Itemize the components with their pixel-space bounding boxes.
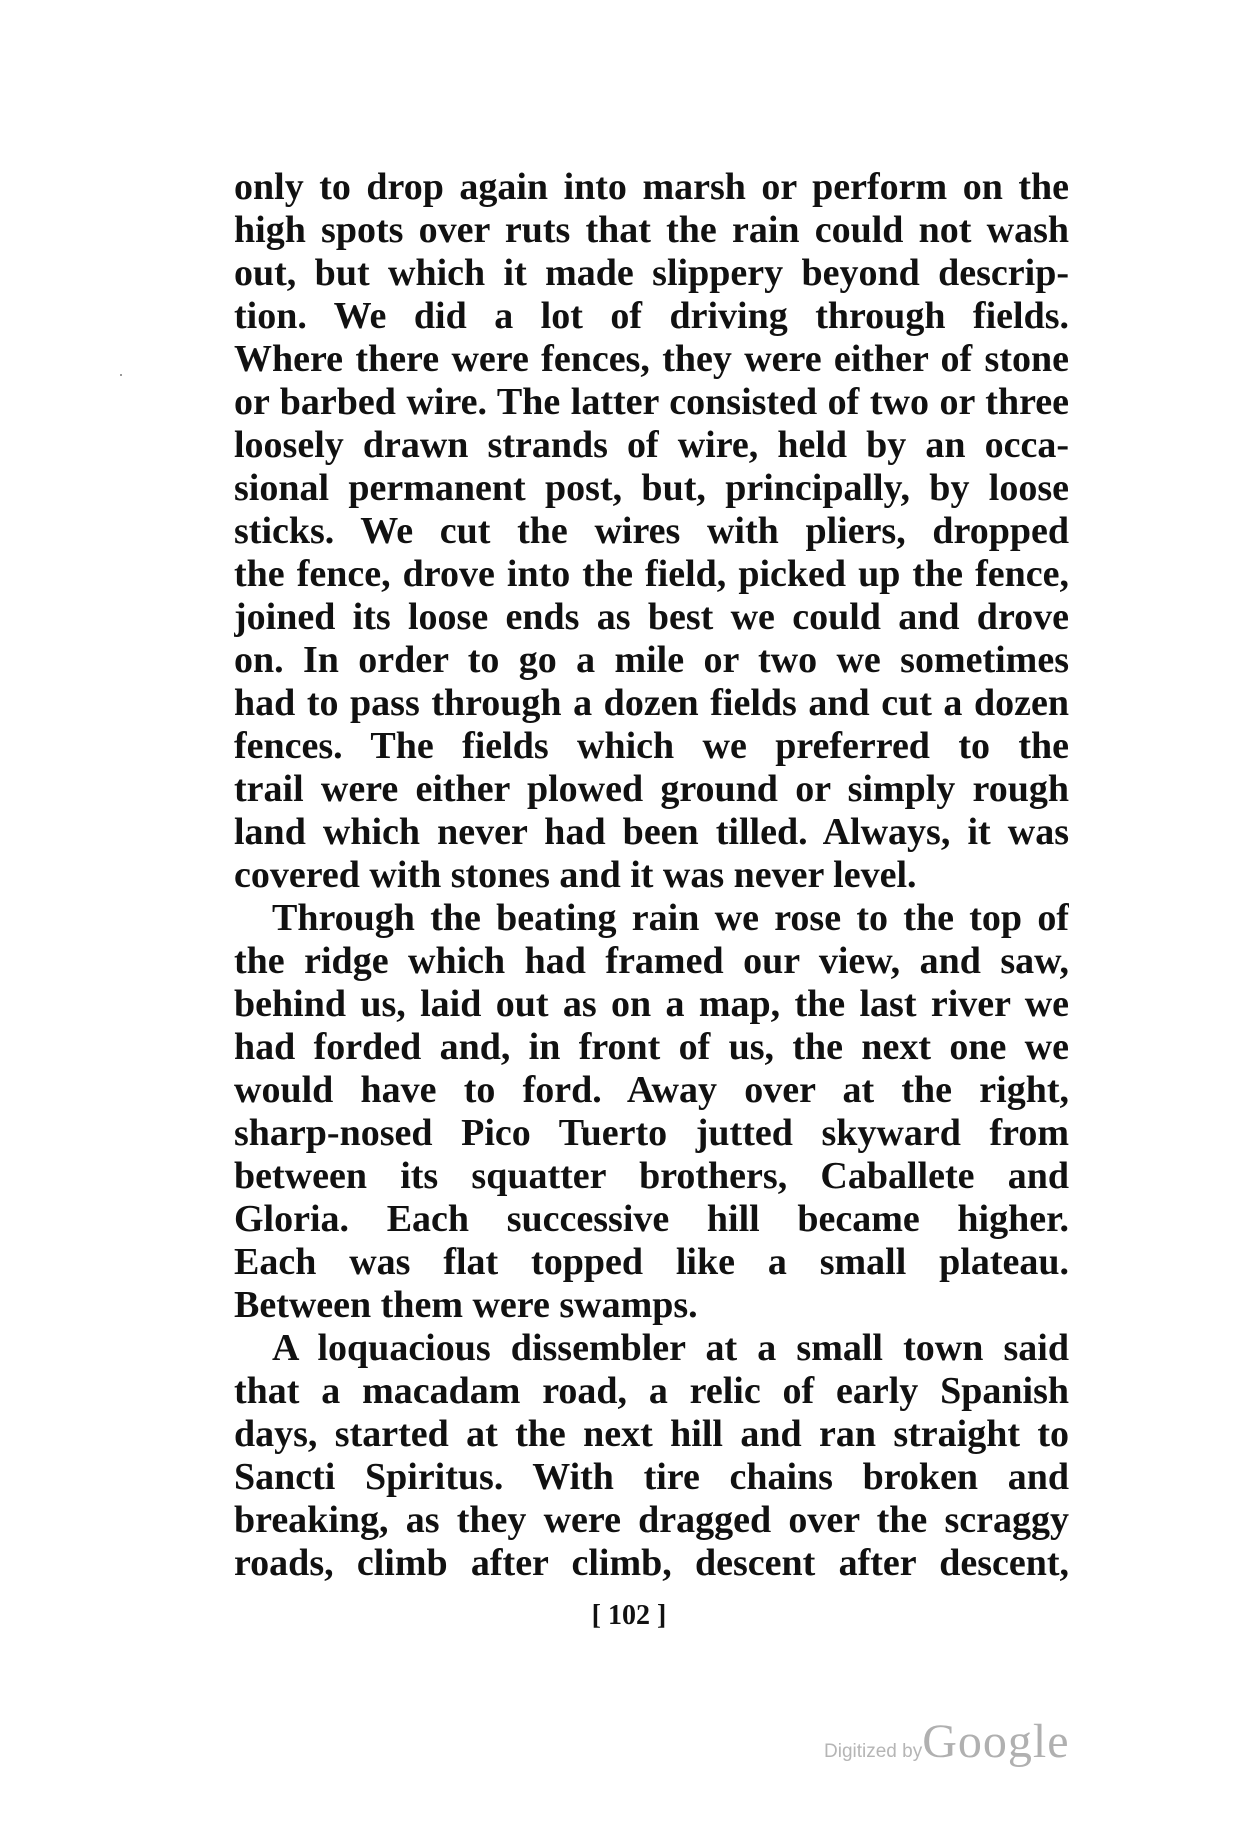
text-line: Where there were fences, they were either of stone bbox=[234, 338, 1069, 380]
google-logo: Google bbox=[922, 1715, 1070, 1768]
text-line: out, but which it made slippery beyond descrip- bbox=[234, 252, 1069, 294]
text-line: that a macadam road, a relic of early Spanish bbox=[234, 1370, 1069, 1412]
text-line: sticks. We cut the wires with pliers, dropped bbox=[234, 510, 1069, 552]
text-line: Through the beating rain we rose to the top of bbox=[272, 897, 1069, 939]
text-line: joined its loose ends as best we could and drove bbox=[234, 596, 1069, 638]
text-line: sional permanent post, but, principally, by loose bbox=[234, 467, 1069, 509]
text-line: between its squatter brothers, Caballete and bbox=[234, 1155, 1069, 1197]
text-line: Sancti Spiritus. With tire chains broken and bbox=[234, 1456, 1069, 1498]
paragraph bbox=[234, 1327, 1069, 1585]
text-line: sharp-nosed Pico Tuerto jutted skyward from bbox=[234, 1112, 1069, 1154]
text-line: days, started at the next hill and ran straight to bbox=[234, 1413, 1069, 1455]
text-line: tion. We did a lot of driving through fields. bbox=[234, 295, 1069, 337]
text-line: Between them were swamps. bbox=[234, 1284, 698, 1326]
digitization-watermark bbox=[824, 1714, 1144, 1774]
paper-speck bbox=[120, 374, 122, 376]
text-line: loosely drawn strands of wire, held by an occa- bbox=[234, 424, 1069, 466]
text-line: trail were either plowed ground or simply rough bbox=[234, 768, 1069, 810]
text-line: behind us, laid out as on a map, the last river we bbox=[234, 983, 1069, 1025]
body-text bbox=[234, 166, 1069, 1585]
text-line: had to pass through a dozen fields and cut a dozen bbox=[234, 682, 1069, 724]
paragraph bbox=[234, 897, 1069, 1327]
text-line: A loquacious dissembler at a small town said bbox=[272, 1327, 1069, 1369]
text-line: the ridge which had framed our view, and saw, bbox=[234, 940, 1069, 982]
text-line: the fence, drove into the field, picked up the fence, bbox=[234, 553, 1069, 595]
text-line: Gloria. Each successive hill became higher. bbox=[234, 1198, 1069, 1240]
text-line: breaking, as they were dragged over the scraggy bbox=[234, 1499, 1069, 1541]
text-line: high spots over ruts that the rain could not wash bbox=[234, 209, 1069, 251]
text-line: would have to ford. Away over at the right, bbox=[234, 1069, 1069, 1111]
text-line: Each was flat topped like a small plateau. bbox=[234, 1241, 1069, 1283]
text-line: covered with stones and it was never level. bbox=[234, 854, 917, 896]
paragraph bbox=[234, 166, 1069, 897]
text-line: had forded and, in front of us, the next one we bbox=[234, 1026, 1069, 1068]
text-line: fences. The fields which we preferred to the bbox=[234, 725, 1069, 767]
text-line: land which never had been tilled. Always, it was bbox=[234, 811, 1069, 853]
text-line: or barbed wire. The latter consisted of two or three bbox=[234, 381, 1069, 423]
text-line: on. In order to go a mile or two we sometimes bbox=[234, 639, 1069, 681]
watermark-prefix: Digitized by bbox=[824, 1741, 923, 1762]
page-number: [ 102 ] bbox=[591, 1600, 667, 1631]
text-line: only to drop again into marsh or perform on the bbox=[234, 166, 1069, 208]
text-line: roads, climb after climb, descent after descent, bbox=[234, 1542, 1069, 1584]
